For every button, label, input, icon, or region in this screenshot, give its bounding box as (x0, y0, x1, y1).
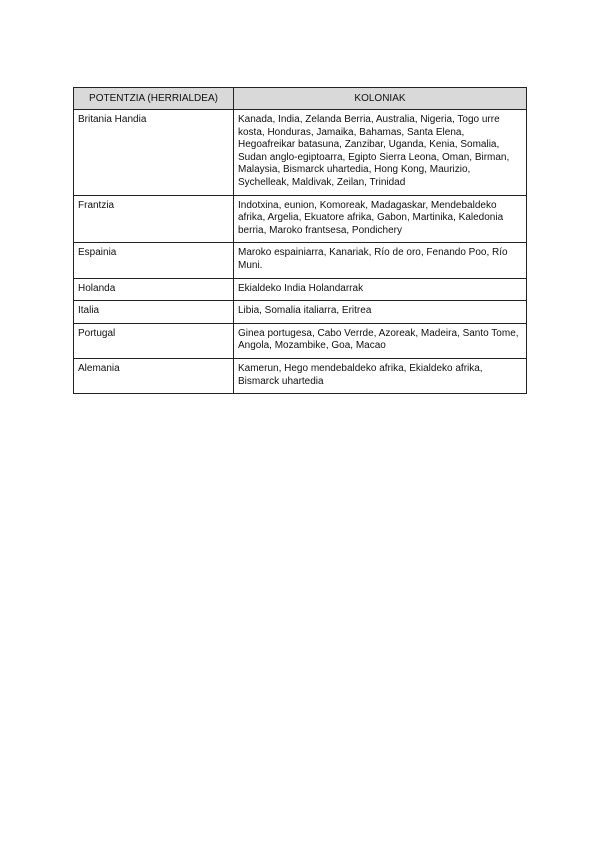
power-cell: Frantzia (74, 195, 234, 243)
header-colonies: KOLONIAK (234, 88, 527, 110)
power-cell: Espainia (74, 243, 234, 278)
table-row (74, 358, 527, 393)
table-header-row (74, 88, 527, 110)
power-cell: Italia (74, 301, 234, 324)
power-cell: Britania Handia (74, 110, 234, 196)
colonies-table (73, 87, 527, 394)
power-cell: Portugal (74, 323, 234, 358)
table-row (74, 278, 527, 301)
power-cell: Alemania (74, 358, 234, 393)
table-row (74, 323, 527, 358)
power-cell: Holanda (74, 278, 234, 301)
colonies-cell: Ginea portugesa, Cabo Verrde, Azoreak, Madeira, Santo Tome, Angola, Mozambike, Goa, Macao (234, 323, 527, 358)
colonies-cell: Kamerun, Hego mendebaldeko afrika, Ekialdeko afrika, Bismarck uhartedia (234, 358, 527, 393)
colonies-cell: Indotxina, eunion, Komoreak, Madagaskar, Mendebaldeko afrika, Argelia, Ekuatore afrika, Gabon, Martinika, Kaledonia berria, Maroko frantsesa, Pondichery (234, 195, 527, 243)
colonies-cell: Libia, Somalia italiarra, Eritrea (234, 301, 527, 324)
table-row (74, 301, 527, 324)
colonies-cell: Kanada, India, Zelanda Berria, Australia, Nigeria, Togo urre kosta, Honduras, Jamaika, Bahamas, Santa Elena, Hegoafreikar batasuna, Zanzibar, Uganda, Kenia, Somalia, Sudan anglo-egiptoarra, Egipto Sierra Leona, Oman, Birman, Malaysia, Bismarck uhartedia, Hong Kong, Maurizio, Sychelleak, Maldivak, Zeilan, Trinidad (234, 110, 527, 196)
table-row (74, 110, 527, 196)
colonies-cell: Maroko espainiarra, Kanariak, Río de oro, Fenando Poo, Río Muni. (234, 243, 527, 278)
table-row (74, 243, 527, 278)
header-power: POTENTZIA (HERRIALDEA) (74, 88, 234, 110)
table-row (74, 195, 527, 243)
colonies-cell: Ekialdeko India Holandarrak (234, 278, 527, 301)
